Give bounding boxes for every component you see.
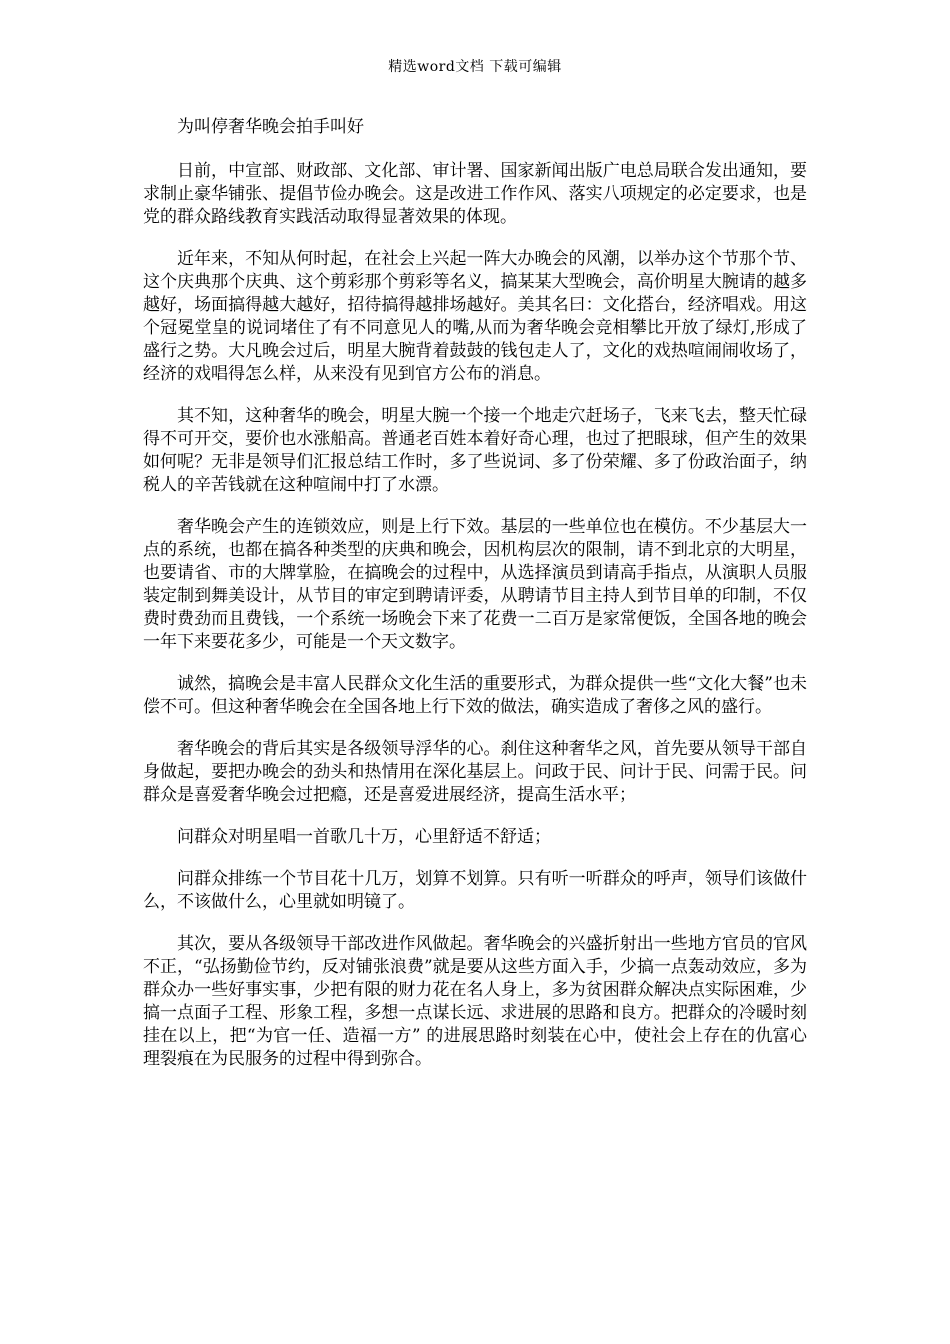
paragraph-3: 其不知，这种奢华的晚会，明星大腕一个接一个地走穴赶场子，飞来飞去，整天忙碌得不可开交，要价也水涨船高。普通老百姓本着好奇心理，也过了把眼球，但产生的效果如何呢？无非是领导们汇报总结工作时，多了些说词、多了份荣耀、多了份政治面子，纳税人的辛苦钱就在这种喧闹中打了水漂。	[143, 406, 807, 495]
paragraph-5: 诚然，搞晚会是丰富人民群众文化生活的重要形式，为群众提供一些“文化大餐”也未偿不可。但这种奢华晚会在全国各地上行下效的做法，确实造成了奢侈之风的盛行。	[143, 674, 807, 717]
paragraph-7: 问群众对明星唱一首歌几十万，心里舒适不舒适；	[177, 827, 551, 847]
paragraph-9: 其次，要从各级领导干部改进作风做起。奢华晚会的兴盛折射出一些地方官员的官风不正，“弘扬勤俭节约，反对铺张浪费”就是要从这些方面入手，少搞一点轰动效应，多为群众办一些好事实事，少把有限的财力花在名人身上，多为贫困群众解决点实际困难，少搞一点面子工程、形象工程，多想一点谋长远、求进展的思路和良方。把群众的冷暖时刻挂在以上，把“为官一任、造福一方” 的进展思路时刻装在心中，使社会上存在的仇富心理裂痕在为民服务的过程中得到弥合。	[143, 934, 807, 1069]
paragraph-4: 奢华晚会产生的连锁效应，则是上行下效。基层的一些单位也在模仿。不少基层大一点的系统，也都在搞各种类型的庆典和晚会，因机构层次的限制，请不到北京的大明星，也要请省、市的大牌掌脸，在搞晚会的过程中，从选择演员到请高手指点，从演职人员服装定制到舞美设计，从节目的审定到聘请评委，从聘请节目主持人到节目单的印制，不仅费时费劲而且费钱，一个系统一场晚会下来了花费一二百万是家常便饭，全国各地的晚会一年下来要花多少，可能是一个天文数字。	[143, 517, 807, 652]
page-header: 精选word文档 下载可编辑	[388, 59, 562, 75]
article-title: 为叫停奢华晚会拍手叫好	[177, 117, 364, 137]
paragraph-2: 近年来，不知从何时起，在社会上兴起一阵大办晚会的风潮，以举办这个节那个节、这个庆典那个庆典、这个剪彩那个剪彩等名义，搞某某大型晚会，高价明星大腕请的越多越好，场面搞得越大越好，招待搞得越排场越好。美其名曰：文化搭台，经济唱戏。用这个冠冕堂皇的说词堵住了有不同意见人的嘴,从而为奢华晚会竞相攀比开放了绿灯,形成了盛行之势。大凡晚会过后，明星大腕背着鼓鼓的钱包走人了，文化的戏热喧闹闹收场了，经济的戏唱得怎么样，从来没有见到官方公布的消息。	[143, 249, 807, 384]
paragraph-8: 问群众排练一个节目花十几万，划算不划算。只有听一听群众的呼声，领导们该做什么，不该做什么，心里就如明镜了。	[143, 869, 807, 912]
paragraph-6: 奢华晚会的背后其实是各级领导浮华的心。刹住这种奢华之风，首先要从领导干部自身做起，要把办晚会的劲头和热情用在深化基层上。问政于民、问计于民、问需于民。问群众是喜爱奢华晚会过把瘾，还是喜爱进展经济，提高生活水平；	[143, 739, 807, 805]
article-body	[143, 114, 807, 1090]
paragraph-1: 日前，中宣部、财政部、文化部、审计署、国家新闻出版广电总局联合发出通知，要求制止豪华铺张、提倡节俭办晚会。这是改进工作作风、落实八项规定的必定要求，也是党的群众路线教育实践活动取得显著效果的体现。	[143, 161, 807, 227]
